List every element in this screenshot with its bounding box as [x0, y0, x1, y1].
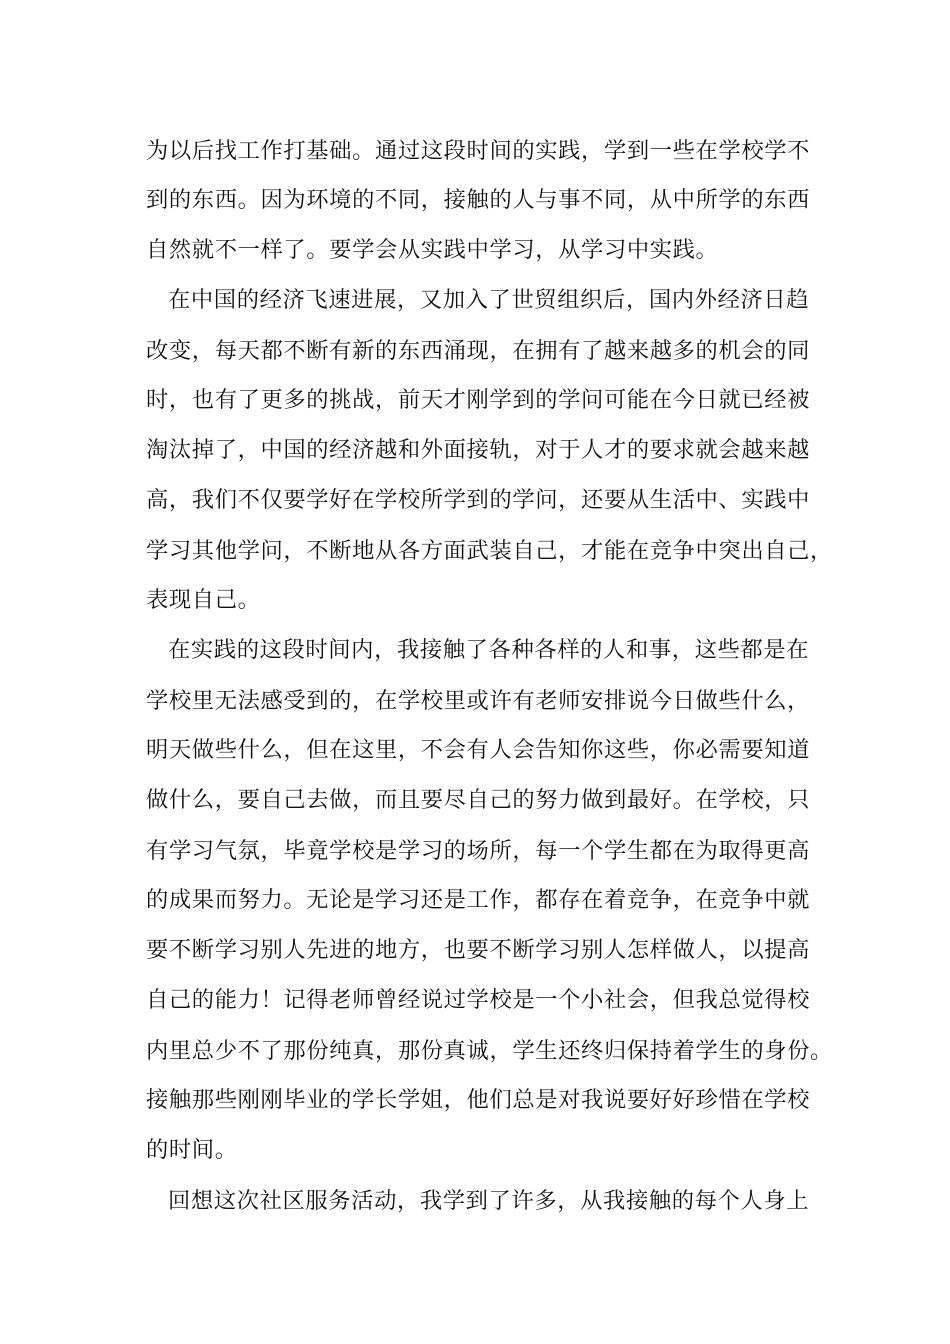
text-line: 内里总少不了那份纯真，那份真诚，学生还终归保持着学生的身份。: [146, 1038, 833, 1064]
text-line: 做什么，要自己去做，而且要尽自己的努力做到最好。在学校，只: [146, 787, 811, 813]
text-line: 到的东西。因为环境的不同，接触的人与事不同，从中所学的东西: [146, 187, 811, 213]
text-line: 接触那些刚刚毕业的学长学姐，他们总是对我说要好好珍惜在学校: [146, 1087, 811, 1113]
text-line: 淘汰掉了，中国的经济越和外面接轨，对于人才的要求就会越来越: [146, 437, 811, 463]
text-line: 有学习气氛，毕竟学校是学习的场所，每一个学生都在为取得更高: [146, 838, 811, 864]
text-line: 高，我们不仅要学好在学校所学到的学问，还要从生活中、实践中: [146, 487, 811, 513]
text-line: 时，也有了更多的挑战，前天才刚学到的学问可能在今日就已经被: [146, 387, 811, 413]
text-line: 改变，每天都不断有新的东西涌现，在拥有了越来越多的机会的同: [146, 338, 811, 364]
text-line: 的时间。: [146, 1137, 238, 1163]
paragraph-start-line: 在中国的经济飞速进展，又加入了世贸组织后，国内外经济日趋: [168, 287, 810, 313]
text-line: 学校里无法感受到的，在学校里或许有老师安排说今日做些什么，: [146, 688, 811, 714]
text-line: 要不断学习别人先进的地方，也要不断学习别人怎样做人，以提高: [146, 937, 811, 963]
text-line: 的成果而努力。无论是学习还是工作，都存在着竞争，在竞争中就: [146, 887, 811, 913]
text-line: 为以后找工作打基础。通过这段时间的实践，学到一些在学校学不: [146, 138, 811, 164]
text-line: 学习其他学问，不断地从各方面武装自己，才能在竞争中突出自己，: [146, 538, 833, 564]
text-line: 表现自己。: [146, 587, 261, 613]
paragraph-start-line: 在实践的这段时间内，我接触了各种各样的人和事，这些都是在: [168, 637, 810, 663]
text-line: 自然就不一样了。要学会从实践中学习，从学习中实践。: [146, 237, 719, 263]
text-line: 自己的能力！记得老师曾经说过学校是一个小社会，但我总觉得校: [146, 987, 811, 1013]
paragraph-start-line: 回想这次社区服务活动，我学到了许多，从我接触的每个人身上: [168, 1188, 810, 1214]
text-line: 明天做些什么，但在这里，不会有人会告知你这些，你必需要知道: [146, 737, 811, 763]
